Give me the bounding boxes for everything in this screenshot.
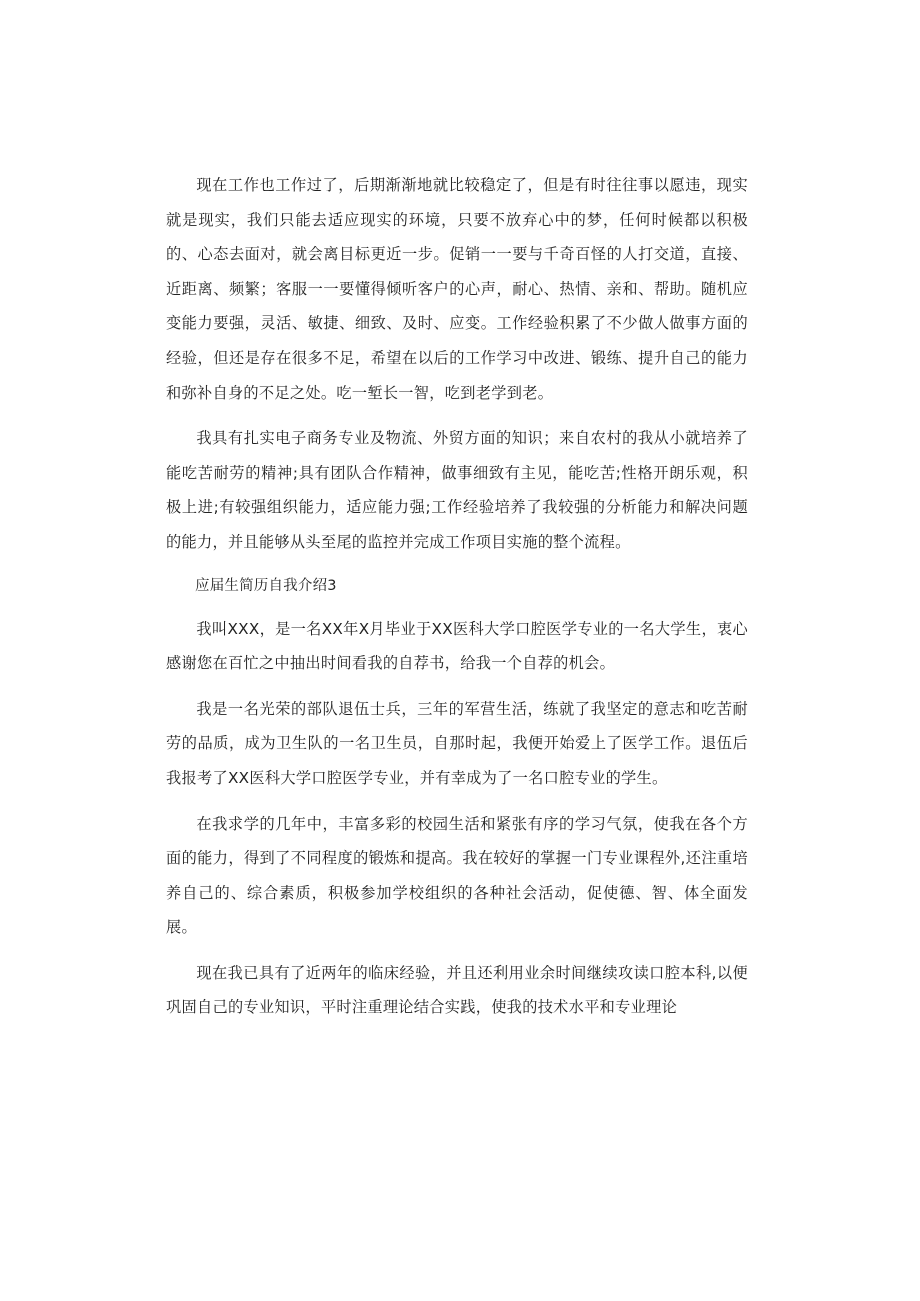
paragraph-military-background: 我是一名光荣的部队退伍士兵，三年的军营生活，练就了我坚定的意志和吃苦耐劳的品质，成为卫生队的一名卫生员，自那时起，我便开始爱上了医学工作。退伍后我报考了XX医科大学口腔医学专业，并有幸成为了一名口腔专业的学生。 <box>166 699 748 787</box>
paragraph-introduction: 我叫XXX，是一名XX年X月毕业于XX医科大学口腔医学专业的一名大学生，衷心感谢您在百忙之中抽出时间看我的自荐书，给我一个自荐的机会。 <box>166 619 748 673</box>
paragraph-study-years: 在我求学的几年中，丰富多彩的校园生活和紧张有序的学习气氛，使我在各个方面的能力，得到了不同程度的锻炼和提高。我在较好的掌握一门专业课程外,还注重培养自己的、综合素质，积极参加学校组织的各种社会活动，促使德、智、体全面发展。 <box>166 814 748 937</box>
paragraph-skills: 我具有扎实电子商务专业及物流、外贸方面的知识；来自农村的我从小就培养了能吃苦耐劳的精神;具有团队合作精神，做事细致有主见，能吃苦;性格开朗乐观，积极上进;有较强组织能力，适应能力强;工作经验培养了我较强的分析能力和解决问题的能力，并且能够从头至尾的监控并完成工作项目实施的整个流程。 <box>166 429 748 551</box>
paragraph-clinical-experience: 现在我已具有了近两年的临床经验，并且还利用业余时间继续攻读口腔本科,以便巩固自己的专业知识，平时注重理论结合实践，使我的技术水平和专业理论 <box>166 963 748 1017</box>
paragraph-work-experience: 现在工作也工作过了，后期渐渐地就比较稳定了，但是有时往往事以愿违，现实就是现实，我们只能去适应现实的环境，只要不放弃心中的梦，任何时候都以积极的、心态去面对，就会离目标更近一步。促销一一要与千奇百怪的人打交道，直接、近距离、频繁；客服一一要懂得倾听客户的心声，耐心、热情、亲和、帮助。随机应变能力要强，灵活、敏捷、细致、及时、应变。工作经验积累了不少做人做事方面的经验，但还是存在很多不足，希望在以后的工作学习中改进、锻练、提升自己的能力和弥补自身的不足之处。吃一堑长一智，吃到老学到老。 <box>166 176 748 402</box>
section-heading: 应届生简历自我介绍3 <box>195 577 337 594</box>
document-body <box>166 168 748 1036</box>
